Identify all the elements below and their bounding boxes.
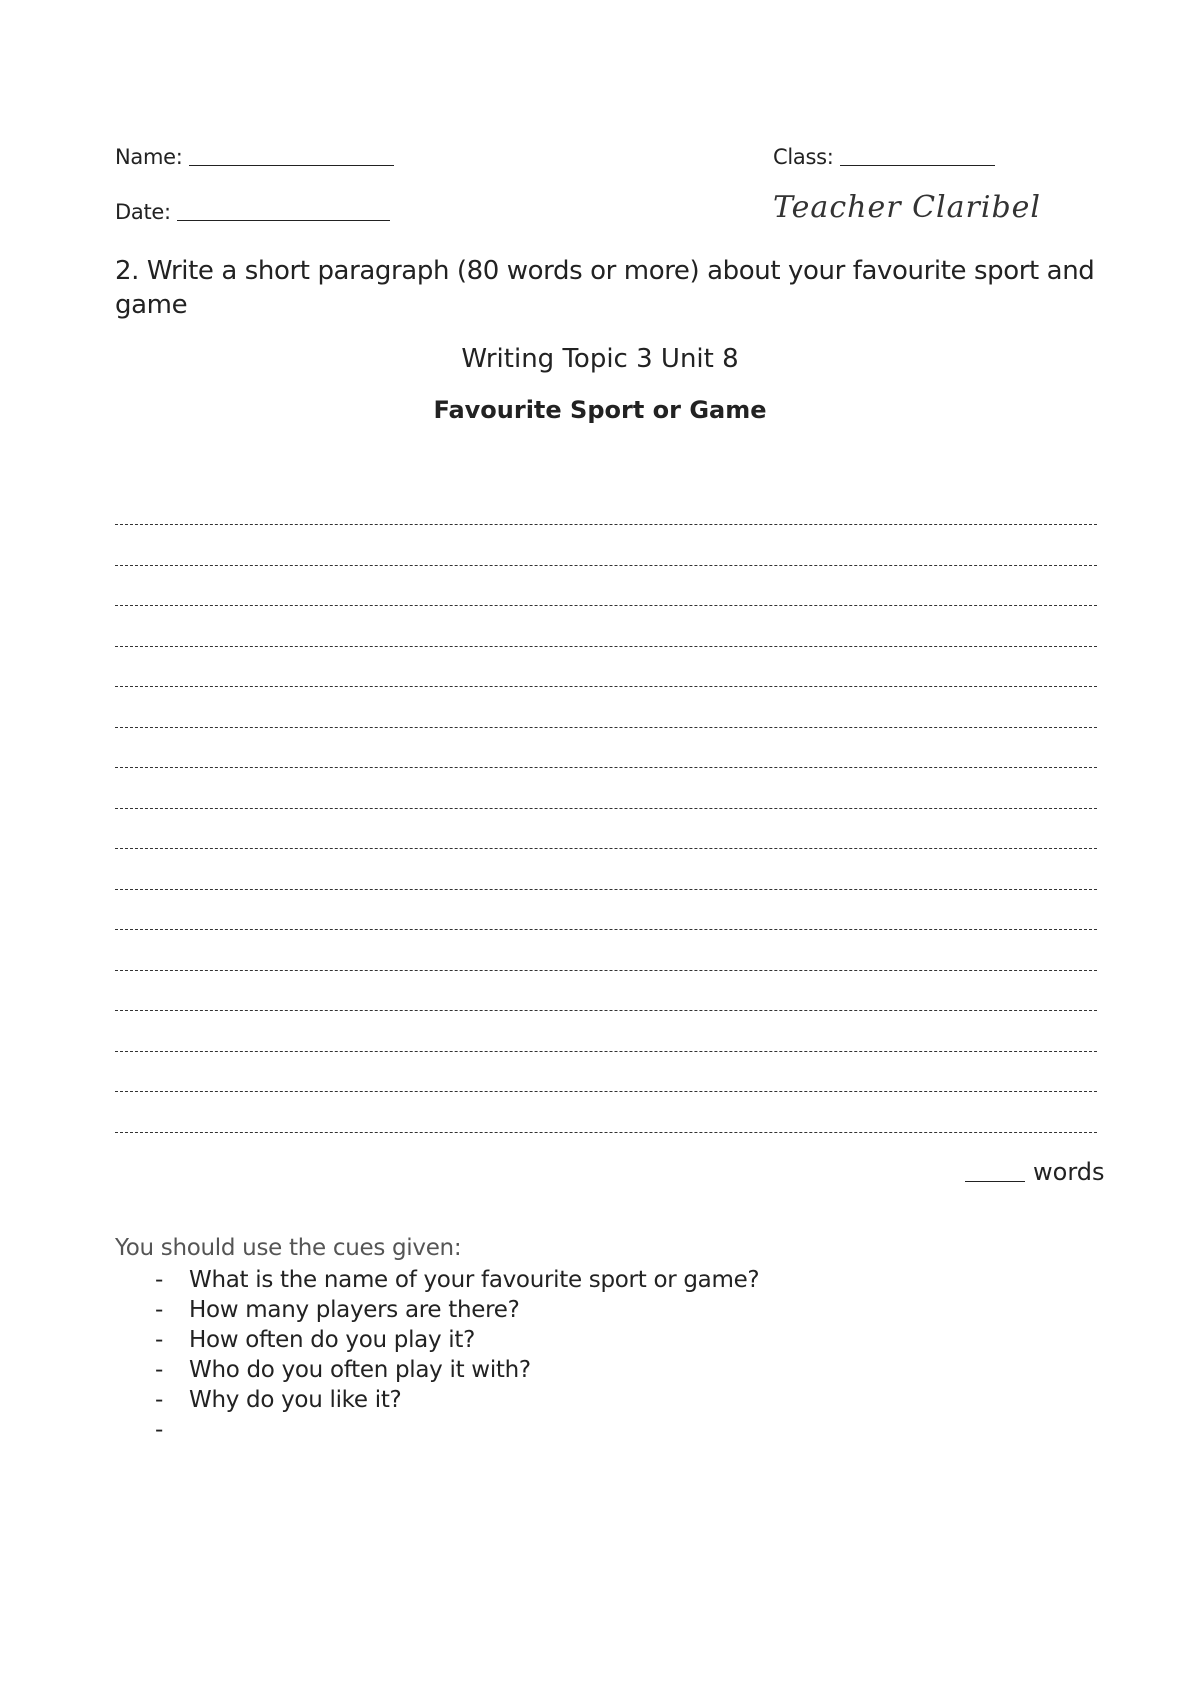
- cue-item: [155, 1265, 955, 1295]
- worksheet-title: Writing Topic 3 Unit 8: [461, 344, 739, 374]
- cue-dash: -: [155, 1417, 163, 1443]
- name-blank[interactable]: [189, 164, 394, 166]
- writing-line[interactable]: [115, 1091, 1097, 1092]
- cue-item: [155, 1355, 955, 1385]
- writing-line[interactable]: [115, 848, 1097, 849]
- writing-line[interactable]: [115, 565, 1097, 566]
- writing-line[interactable]: [115, 970, 1097, 971]
- name-field[interactable]: [115, 145, 394, 169]
- cue-text: Who do you often play it with?: [189, 1357, 531, 1383]
- cue-dash: -: [155, 1267, 163, 1293]
- cue-dash: -: [155, 1327, 163, 1353]
- writing-line[interactable]: [115, 1132, 1097, 1133]
- class-blank[interactable]: [840, 164, 995, 166]
- writing-line[interactable]: [115, 605, 1097, 606]
- date-blank[interactable]: [177, 219, 390, 221]
- writing-line[interactable]: [115, 727, 1097, 728]
- writing-line[interactable]: [115, 686, 1097, 687]
- word-count-label: words: [1033, 1158, 1105, 1186]
- writing-line[interactable]: [115, 889, 1097, 890]
- worksheet-subtitle: Favourite Sport or Game: [433, 396, 767, 424]
- writing-line[interactable]: [115, 524, 1097, 525]
- cues-heading: You should use the cues given:: [115, 1235, 462, 1261]
- name-label: Name:: [115, 145, 183, 169]
- cue-text: Why do you like it?: [189, 1387, 402, 1413]
- cue-text: What is the name of your favourite sport or game?: [189, 1267, 760, 1293]
- writing-line[interactable]: [115, 929, 1097, 930]
- writing-line[interactable]: [115, 767, 1097, 768]
- cue-item: [155, 1385, 955, 1415]
- date-label: Date:: [115, 200, 171, 224]
- writing-line[interactable]: [115, 646, 1097, 647]
- writing-line[interactable]: [115, 1010, 1097, 1011]
- teacher-signature: Teacher Claribel: [773, 190, 1041, 225]
- cue-dash: -: [155, 1297, 163, 1323]
- cue-list: [155, 1265, 955, 1445]
- cue-item: [155, 1295, 955, 1325]
- cue-item: [155, 1325, 955, 1355]
- cue-dash: -: [155, 1387, 163, 1413]
- class-field[interactable]: [773, 145, 995, 169]
- writing-prompt: 2. Write a short paragraph (80 words or more) about your favourite sport and game: [115, 256, 1095, 320]
- class-label: Class:: [773, 145, 834, 169]
- writing-line[interactable]: [115, 808, 1097, 809]
- cue-text: How many players are there?: [189, 1297, 520, 1323]
- cue-item: [155, 1415, 955, 1445]
- date-field[interactable]: [115, 200, 390, 224]
- word-count: [965, 1158, 1105, 1186]
- word-count-blank[interactable]: [965, 1181, 1025, 1182]
- cue-text: How often do you play it?: [189, 1327, 475, 1353]
- writing-line[interactable]: [115, 1051, 1097, 1052]
- cue-dash: -: [155, 1357, 163, 1383]
